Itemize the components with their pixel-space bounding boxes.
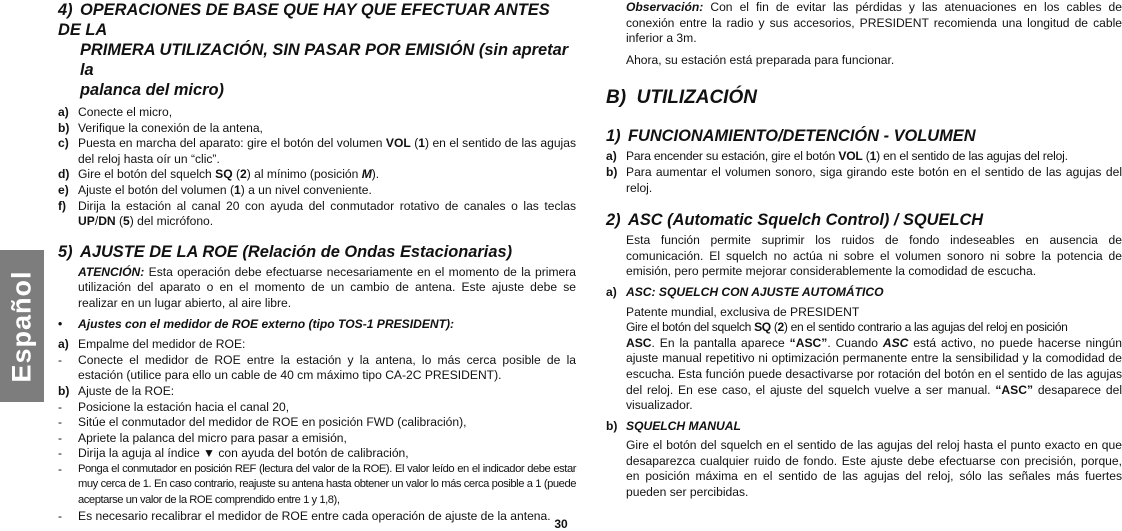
- right-column: [606, 0, 1122, 501]
- ready-text: Ahora, su estación está preparada para funcionar.: [626, 52, 895, 67]
- section-4-heading: 4) OPERACIONES DE BASE QUE HAY QUE EFECTUAR ANTES DE LA PRIMERA UTILIZACIÓN, SIN PASAR POR EMISIÓN (sin apretar la palanca del micro): [58, 1, 569, 99]
- list-item: b) Para aumentar el volumen sonoro, siga girando este botón en el sentido de las agujas del reloj.: [606, 164, 1122, 195]
- list-item: - Conecte el medidor de ROE entre la estación y la antena, lo más cerca posible de la estación (utilice para ello un cable de 40 cm máximo tipo CA-2C PRESIDENT).: [58, 352, 576, 383]
- squelch-manual-subheading: b) SQUELCH MANUAL: [606, 418, 741, 433]
- list-item: b) Verifique la conexión de la antena,: [58, 120, 263, 135]
- section-5-list: [58, 337, 576, 524]
- list-item: - Apriete la palanca del micro para pasar a emisión,: [58, 430, 347, 445]
- list-item: a) Para encender su estación, gire el botón VOL (1) en el sentido de las agujas del reloj.: [606, 149, 1068, 164]
- atencion-note: ATENCIÓN: Esta operación debe efectuarse necesariamente en el momento de la primera utilización del aparato o en el momento de un cambio de antena. Este ajuste debe se realizar en un lugar abierto, al aire libre.: [78, 264, 576, 310]
- subsection-2-heading: 2) ASC (Automatic Squelch Control) / SQUELCH: [606, 211, 984, 230]
- list-item: - Sitúe el conmutador del medidor de ROE en posición FWD (calibración),: [58, 415, 467, 430]
- language-tab: [0, 250, 44, 402]
- list-item: e) Ajuste el botón del volumen (1) a un nivel conveniente.: [58, 182, 372, 197]
- list-item: b) Ajuste de la ROE:: [58, 383, 175, 398]
- list-item: c) Puesta en marcha del aparato: gire el botón del volumen VOL (1) en el sentido de las agujas del reloj hasta oír un “clic”.: [58, 136, 577, 166]
- language-tab-label: Español: [6, 269, 37, 383]
- left-column: [58, 0, 576, 524]
- squelch-manual-body: Gire el botón del squelch en el sentido de las agujas del reloj hasta el punto exacto en que desaparezca cualquier ruido de fondo. Este ajuste debe efectuarse con precisión, porque, en posición máxima en el sentido de las agujas del reloj, sólo las señales más fuertes pueden ser percibidas.: [626, 438, 1122, 500]
- asc-subheading: a) ASC: SQUELCH CON AJUSTE AUTOMÁTICO: [606, 284, 884, 299]
- subsection-1-heading: 1) FUNCIONAMIENTO/DETENCIÓN - VOLUMEN: [606, 127, 976, 146]
- page-number: 30: [554, 517, 568, 531]
- list-item: - Es necesario recalibrar el medidor de ROE entre cada operación de ajuste de la antena.: [58, 508, 551, 523]
- list-item: - Ponga el conmutador en posición REF (lectura del valor de la ROE). El valor leído en el indicador debe estar muy cerca de 1. En caso contrario, reajuste su antena hasta obtener un valor lo más cerca posible a 1 (puede aceptarse un valor de la ROE comprendido entre 1 y 1,8),: [58, 461, 576, 507]
- observacion-note: Observación: Con el fin de evitar las pérdidas y las atenuaciones en los cables de conexión entre la radio y sus accesorios, PRESIDENT recomienda una longitud de cable inferior a 3m.: [626, 0, 1122, 46]
- list-item: f) Dirija la estación al canal 20 con ayuda del conmutador rotativo de canales o las teclas UP/DN (5) del micrófono.: [58, 198, 576, 229]
- section-5-heading: 5) AJUSTE DE LA ROE (Relación de Ondas Estacionarias): [58, 242, 513, 261]
- asc-body: Patente mundial, exclusiva de PRESIDENT Gire el botón del squelch SQ (2) en el sentido contrario a las agujas del reloj en posición ASC. En la pantalla aparece “ASC”. Cuando ASC está activo, no puede hacerse ningún ajuste manual repetitivo ni optimización permanente entre la sensibilidad y la comodidad de escucha. Esta función puede desactivarse por rotación del botón en el sentido de las agujas del reloj. En ese caso, el ajuste del squelch vuelve a ser manual. “ASC” desaparece del visualizador.: [626, 304, 1122, 413]
- list-item: a) Empalme del medidor de ROE:: [58, 337, 246, 352]
- subsection-1-list: [606, 149, 1122, 196]
- asc-intro: Esta función permite suprimir los ruidos de fondo indeseables en ausencia de comunicación. El squelch no actúa ni sobre el volumen sonoro ni sobre la potencia de emisión, pero permite mejorar considerablemente la comodidad de escucha.: [626, 233, 1122, 279]
- section-b-heading: B) UTILIZACIÓN: [606, 87, 757, 109]
- bullet-heading: • Ajustes con el medidor de ROE externo (tipo TOS-1 PRESIDENT):: [58, 316, 455, 331]
- section-4-list: [58, 105, 576, 230]
- list-item: - Posicione la estación hacia el canal 20,: [58, 399, 290, 414]
- list-item: - Dirija la aguja al índice ▼ con ayuda del botón de calibración,: [58, 446, 409, 461]
- list-item: d) Gire el botón del squelch SQ (2) al mínimo (posición M).: [58, 167, 380, 182]
- list-item: a) Conecte el micro,: [58, 105, 173, 119]
